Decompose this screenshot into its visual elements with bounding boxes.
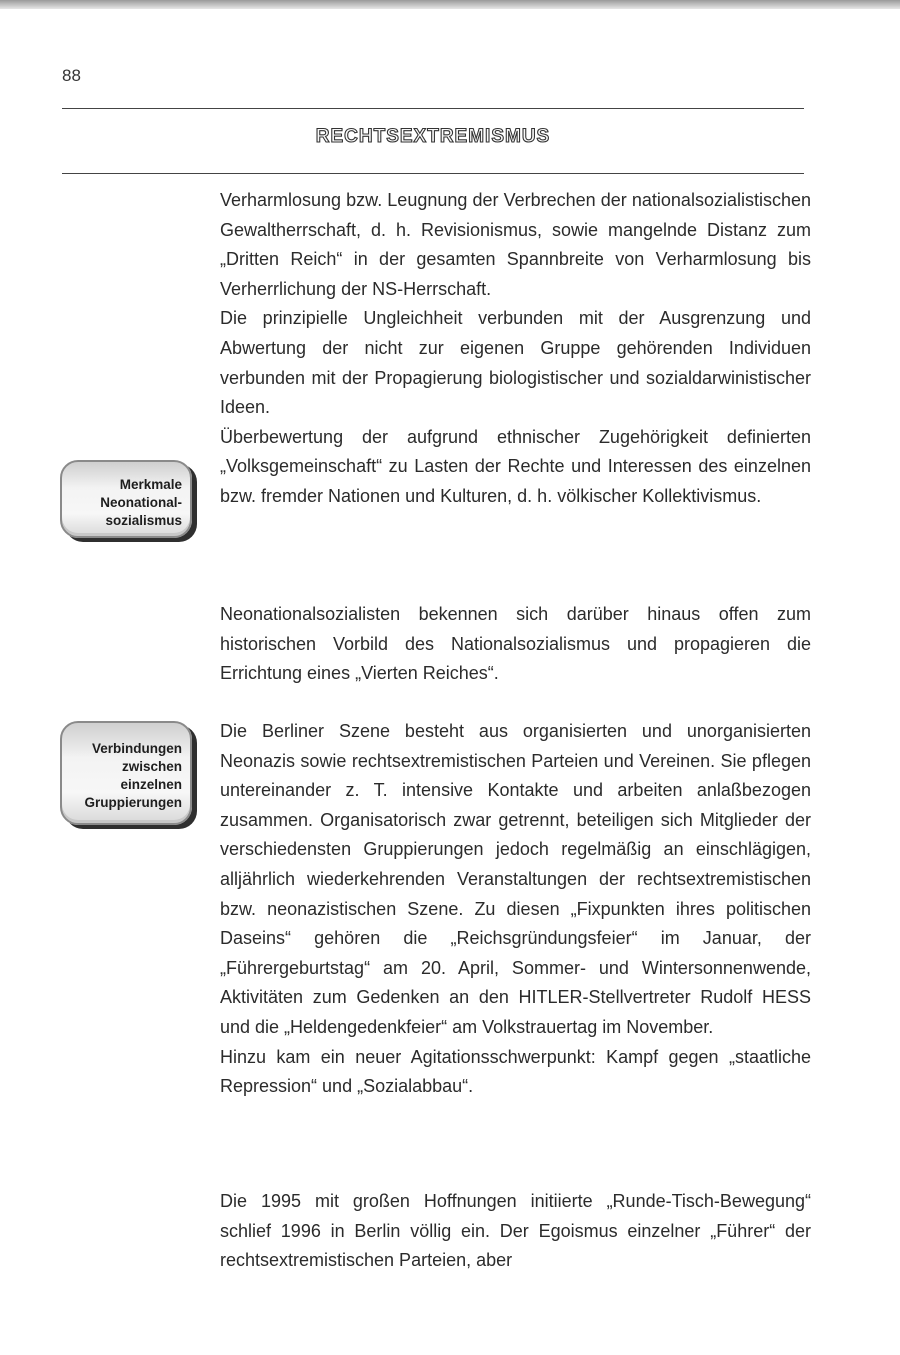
- header-rule-top: [62, 108, 804, 109]
- paragraph-neonationalsozialisten: Neonationalsozialisten bekennen sich darüber hinaus offen zum historischen Vorbild des Nationalsozialismus und propagieren die Errichtung eines „Vierten Reiches“.: [220, 604, 811, 684]
- margin-note-line: Gruppierungen: [84, 795, 182, 810]
- paragraph-group-merkmale: [220, 186, 811, 512]
- header-rule-bottom: [62, 173, 804, 174]
- margin-note-line: Merkmale: [119, 477, 182, 492]
- paragraph-volksgemeinschaft: Überbewertung der aufgrund ethnischer Zugehörigkeit definierten „Volksgemeinschaft“ zu Lasten der Rechte und Interessen des einzelnen bzw. fremder Nationen und Kulturen, d. h. völkischer Kollektivismus.: [220, 426, 811, 506]
- margin-note-line: Verbindungen: [91, 741, 182, 756]
- paragraph-berliner-szene: Die Berliner Szene besteht aus organisierten und unorganisierten Neonazis sowie rechtsextremistischen Parteien und Vereinen. Sie pflegen untereinander z. T. intensive Kontakte und arbeiten anlaßbezogen zusammen. Organisatorisch zwar getrennt, beteiligen sich Mitglieder der verschiedensten Gruppierungen jedoch regelmäßig an einschlägigen, alljährlich wiederkehrenden Veranstaltungen der rechtsextremistischen bzw. neonazistischen Szene. Zu diesen „Fixpunkten ihres politischen Daseins“ gehören die „Reichsgründungsfeier“ im Januar, der „Führergeburtstag“ am 20. April, Sommer- und Wintersonnenwende, Aktivitäten zum Gedenken an den HITLER-Stellvertreter Rudolf HESS und die „Heldengedenkfeier“ am Volkstrauertag im November.: [220, 721, 811, 1037]
- scan-edge: [0, 0, 900, 9]
- margin-note-line: zwischen: [121, 759, 182, 774]
- paragraph-group-vorbild: [220, 600, 811, 689]
- margin-note-merkmale: [60, 460, 192, 538]
- margin-note-line: sozialismus: [105, 513, 182, 528]
- paragraph-verharmlosung: Verharmlosung bzw. Leugnung der Verbrechen der nationalsozialistischen Gewaltherrschaft, d. h. Revisionismus, sowie mangelnde Distanz zum „Dritten Reich“ in der gesamten Spannbreite von Verharmlosung bis Verherrlichung der NS-Herrschaft.: [220, 190, 811, 299]
- running-head: RECHTSEXTREMISMUS: [315, 126, 551, 147]
- margin-note-verbindungen: [60, 721, 192, 825]
- paragraph-runde-tisch: Die 1995 mit großen Hoffnungen initiierte „Runde-Tisch-Bewegung“ schlief 1996 in Berlin völlig ein. Der Egoismus einzelner „Führer“ der rechtsextremistischen Parteien, aber: [220, 1191, 811, 1271]
- paragraph-group-szene: [220, 717, 811, 1102]
- margin-note-line: einzelnen: [120, 777, 182, 792]
- paragraph-ungleichheit: Die prinzipielle Ungleichheit verbunden mit der Ausgrenzung und Abwertung der nicht zur eigenen Gruppe gehörenden Individuen verbunden mit der Propagierung biologistischer und sozialdarwinistischer Ideen.: [220, 308, 811, 418]
- page-number: 88: [62, 66, 81, 85]
- margin-note-line: Neonational-: [100, 495, 182, 510]
- paragraph-agitation: Hinzu kam ein neuer Agitationsschwerpunkt: Kampf gegen „staatliche Repression“ und „Sozialabbau“.: [220, 1046, 811, 1097]
- paragraph-group-runder-tisch: [220, 1187, 811, 1276]
